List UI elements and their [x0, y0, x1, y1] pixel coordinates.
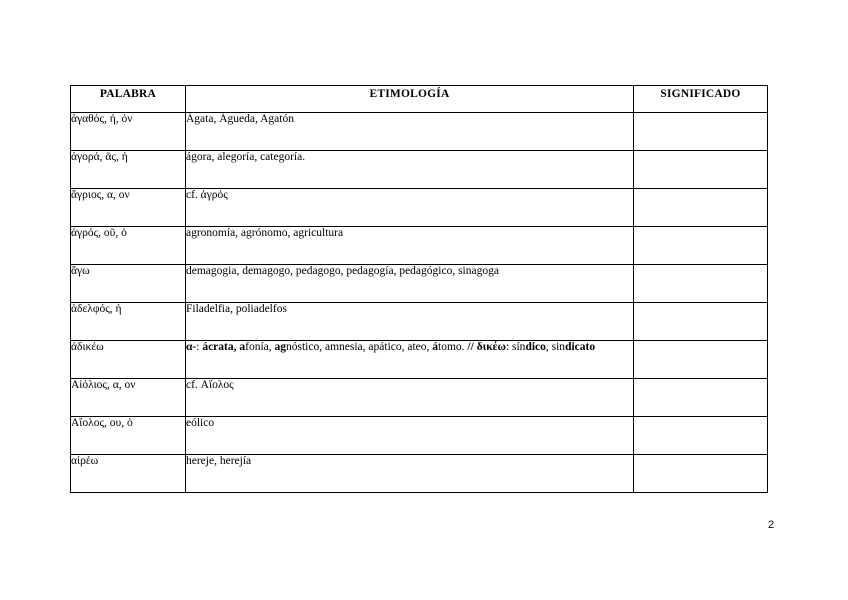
table-row [71, 227, 768, 265]
table-row [71, 379, 768, 417]
rich-bold: ag [274, 341, 287, 353]
meaning-cell[interactable] [634, 265, 768, 303]
table-row [71, 189, 768, 227]
table-row [71, 417, 768, 455]
etymology-cell: demagogia, demagogo, pedagogo, pedagogía, pedagógico, sinagoga [186, 265, 634, 303]
meaning-cell[interactable] [634, 417, 768, 455]
table-row [71, 113, 768, 151]
etymology-cell: Ágata, Águeda, Agatón [186, 113, 634, 151]
etymology-cell-rich [186, 341, 634, 379]
rich-text: fonía, [245, 341, 275, 353]
rich-text: nóstico, amnesia, apático, ateo, [286, 341, 433, 353]
word-cell: Αἰόλιος, α, ον [71, 379, 186, 417]
word-cell: ἄγω [71, 265, 186, 303]
header-etimologia: ETIMOLOGÍA [186, 86, 634, 113]
word-cell: ἄγριος, α, ον [71, 189, 186, 227]
meaning-cell[interactable] [634, 227, 768, 265]
etymology-cell: cf. ἀγρός [186, 189, 634, 227]
etymology-cell: ágora, alegoría, categoría. [186, 151, 634, 189]
meaning-cell[interactable] [634, 113, 768, 151]
greek-root: δικέω [476, 341, 506, 353]
word-cell: ἀγρός, οῦ, ὁ [71, 227, 186, 265]
table-row [71, 455, 768, 493]
etymology-cell: agronomía, agrónomo, agricultura [186, 227, 634, 265]
meaning-cell[interactable] [634, 455, 768, 493]
word-cell: Αἴολος, ου, ὁ [71, 417, 186, 455]
table-row [71, 265, 768, 303]
table-row [71, 151, 768, 189]
alpha-prefix: α- [186, 341, 197, 353]
etymology-cell: Filadelfia, poliadelfos [186, 303, 634, 341]
rich-bold: a [239, 341, 246, 353]
page-number: 2 [768, 519, 775, 531]
rich-bold: dicato [565, 341, 596, 353]
rich-text: crata, [208, 341, 240, 353]
word-cell: ἀγαθός, ή, όν [71, 113, 186, 151]
etymology-cell: hereje, herejía [186, 455, 634, 493]
meaning-cell[interactable] [634, 151, 768, 189]
meaning-cell[interactable] [634, 189, 768, 227]
table-header-row [71, 86, 768, 113]
rich-text: tomo. [438, 341, 468, 353]
rich-bold: á [202, 341, 209, 353]
rich-text: : sín [505, 341, 526, 353]
meaning-cell[interactable] [634, 379, 768, 417]
rich-bold: á [432, 341, 439, 353]
word-cell: ἀγορά, ᾶς, ἡ [71, 151, 186, 189]
word-cell: αἱρέω [71, 455, 186, 493]
word-cell: ἀδελφός, ἡ [71, 303, 186, 341]
rich-text: : [196, 341, 203, 353]
header-palabra: PALABRA [71, 86, 186, 113]
table-row [71, 303, 768, 341]
word-cell: ἀδικέω [71, 341, 186, 379]
etymology-table [70, 85, 768, 493]
etymology-cell: cf. Αἴολος [186, 379, 634, 417]
rich-bold: dico [525, 341, 546, 353]
etymology-cell: eólico [186, 417, 634, 455]
meaning-cell[interactable] [634, 341, 768, 379]
rich-bold: // [467, 341, 477, 353]
rich-text: , sin [545, 341, 566, 353]
table-row [71, 341, 768, 379]
header-significado: SIGNIFICADO [634, 86, 768, 113]
meaning-cell[interactable] [634, 303, 768, 341]
